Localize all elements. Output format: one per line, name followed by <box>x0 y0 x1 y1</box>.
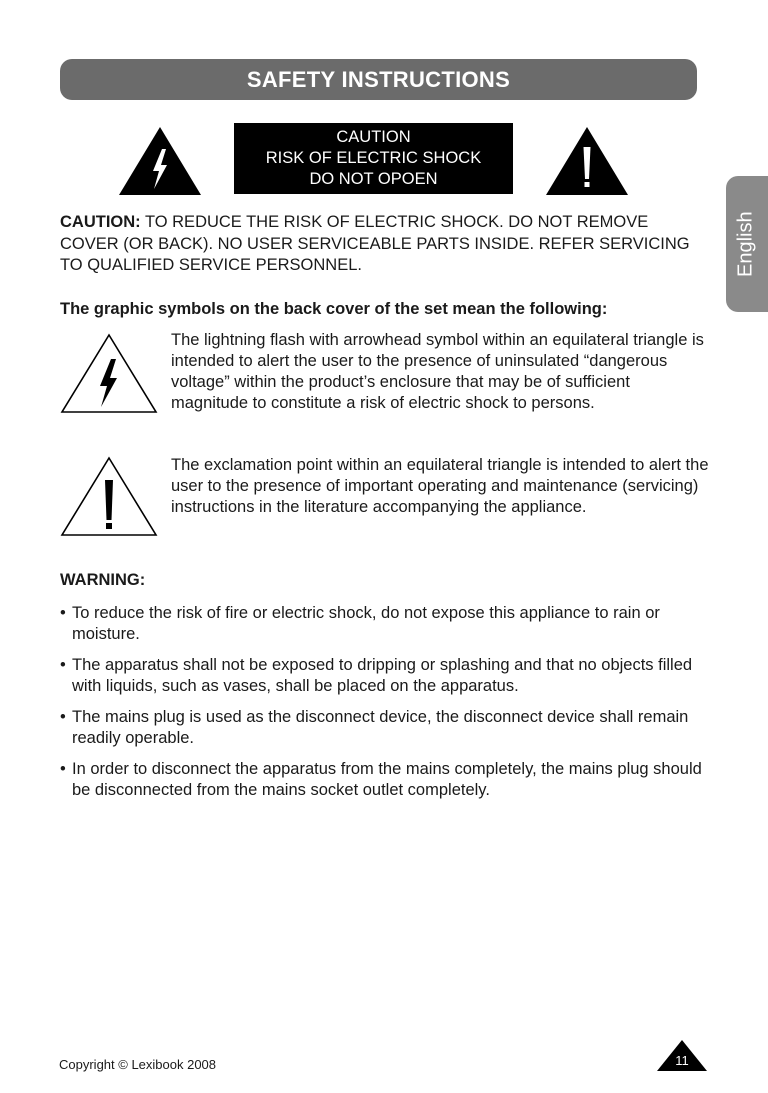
caution-label-box <box>234 123 513 194</box>
bullet-icon: • <box>60 604 66 622</box>
exclamation-outline-icon <box>60 456 158 537</box>
warning-item: • In order to disconnect the apparatus from the mains completely, the mains plug should be disconnected from the mains socket outlet completely. <box>60 760 702 799</box>
caution-line-1: CAUTION <box>336 128 411 146</box>
caution-paragraph <box>60 212 710 277</box>
warning-list <box>60 603 710 811</box>
lightning-description: The lightning flash with arrowhead symbol within an equilateral triangle is intended to alert the user to the presence of uninsulated “dangerous voltage” within the product’s enclosure that may be of sufficient magnitude to constitute a risk of electric shock to persons. <box>171 331 704 412</box>
warning-item: • To reduce the risk of fire or electric shock, do not expose this appliance to rain or moisture. <box>60 604 660 643</box>
caution-paragraph-label: CAUTION: <box>60 213 141 231</box>
lightning-outline-icon <box>60 333 158 414</box>
copyright-notice: Copyright © Lexibook 2008 <box>59 1057 217 1072</box>
language-tab-label: English <box>734 211 757 277</box>
caution-line-3: DO NOT OPOEN <box>309 170 438 188</box>
bullet-icon: • <box>60 656 66 674</box>
symbols-heading: The graphic symbols on the back cover of the set mean the following: <box>60 300 608 318</box>
exclamation-description: The exclamation point within an equilateral triangle is intended to alert the user to the presence of important operating and maintenance (servicing) instructions in the literature accompanying the appliance. <box>171 456 709 516</box>
exclamation-warning-icon <box>546 127 628 195</box>
caution-line-2: RISK OF ELECTRIC SHOCK <box>265 149 482 167</box>
caution-paragraph-text: TO REDUCE THE RISK OF ELECTRIC SHOCK. DO NOT REMOVE COVER (OR BACK). NO USER SERVICEABLE PARTS INSIDE. REFER SERVICING TO QUALIFIED SERVICE PERSONNEL. <box>60 213 690 274</box>
warning-heading: WARNING: <box>60 571 146 589</box>
section-title-text: SAFETY INSTRUCTIONS <box>246 66 511 92</box>
bullet-icon: • <box>60 708 66 726</box>
page-number: 11 <box>675 1053 689 1068</box>
language-tab <box>726 176 768 312</box>
bullet-icon: • <box>60 760 66 778</box>
section-title <box>60 59 697 100</box>
lightning-warning-icon <box>119 127 201 195</box>
warning-item: • The apparatus shall not be exposed to dripping or splashing and that no objects filled with liquids, such as vases, shall be placed on the apparatus. <box>60 656 693 695</box>
warning-item: • The mains plug is used as the disconnect device, the disconnect device shall remain readily operable. <box>60 708 689 747</box>
